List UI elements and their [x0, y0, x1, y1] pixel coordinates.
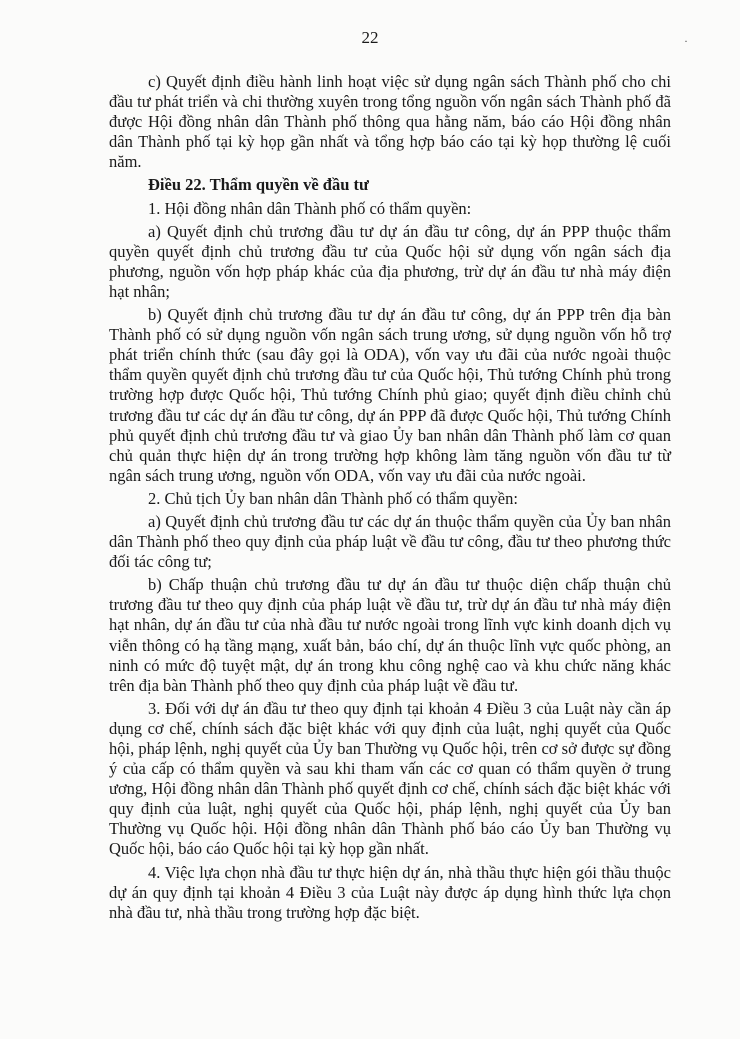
document-body [109, 72, 671, 926]
clause-2a: a) Quyết định chủ trương đầu tư các dự án thuộc thẩm quyền của Ủy ban nhân dân Thành phố theo quy định của pháp luật về đầu tư công, đầu tư theo phương thức đối tác công tư; [109, 511, 671, 572]
paragraph-c: c) Quyết định điều hành linh hoạt việc sử dụng ngân sách Thành phố cho chi đầu tư phát triển và chi thường xuyên trong tổng nguồn vốn ngân sách Thành phố đã được Hội đồng nhân dân Thành phố thông qua hằng năm, báo cáo Hội đồng nhân dân Thành phố tại kỳ họp gần nhất và tổng hợp báo cáo tại kỳ họp thường lệ cuối năm. [109, 72, 671, 172]
scan-mark: · [684, 34, 688, 48]
clause-1b: b) Quyết định chủ trương đầu tư dự án đầu tư công, dự án PPP trên địa bàn Thành phố có sử dụng nguồn vốn ngân sách trung ương, sử dụng nguồn vốn hỗ trợ phát triển chính thức (sau đây gọi là ODA), vốn vay ưu đãi của nước ngoài thuộc thẩm quyền quyết định chủ trương đầu tư của Quốc hội, Thủ tướng Chính phủ trong trường hợp được Quốc hội, Thủ tướng Chính phủ giao; quyết định điều chỉnh chủ trương đầu tư các dự án đầu tư công, dự án PPP đã được Quốc hội, Thủ tướng Chính phủ quyết định chủ trương đầu tư và giao Ủy ban nhân dân Thành phố làm cơ quan chủ quản thực hiện dự án trong trường hợp không làm tăng nguồn vốn đầu tư từ ngân sách trung ương, nguồn vốn ODA, vốn vay ưu đãi của nước ngoài. [109, 305, 671, 485]
page-number: 22 [361, 28, 379, 47]
article-heading: Điều 22. Thẩm quyền về đầu tư [148, 175, 369, 195]
clause-1: 1. Hội đồng nhân dân Thành phố có thẩm quyền: [148, 198, 472, 218]
clause-2b: b) Chấp thuận chủ trương đầu tư dự án đầu tư thuộc diện chấp thuận chủ trương đầu tư theo quy định của pháp luật về đầu tư, trừ dự án đầu tư nhà máy điện hạt nhân, dự án đầu tư của nhà đầu tư nước ngoài trong lĩnh vực kinh doanh dịch vụ viễn thông có hạ tầng mạng, xuất bản, báo chí, dự án thuộc lĩnh vực quốc phòng, an ninh có mức độ tuyệt mật, dự án trong khu công nghệ cao và khu chức năng khác trên địa bàn Thành phố theo quy định của pháp luật về đầu tư. [109, 575, 671, 695]
clause-3: 3. Đối với dự án đầu tư theo quy định tại khoản 4 Điều 3 của Luật này cần áp dụng cơ chế, chính sách đặc biệt khác với quy định của luật, nghị quyết của Quốc hội, pháp lệnh, nghị quyết của Ủy ban Thường vụ Quốc hội, trên cơ sở được sự đồng ý của cấp có thẩm quyền và sau khi tham vấn các cơ quan có thẩm quyền ở trung ương, Hội đồng nhân dân Thành phố quyết định cơ chế, chính sách đặc biệt khác với quy định của luật, nghị quyết của Quốc hội, pháp lệnh, nghị quyết của Ủy ban Thường vụ Quốc hội. Hội đồng nhân dân Thành phố báo cáo Ủy ban Thường vụ Quốc hội, báo cáo Quốc hội tại kỳ họp gần nhất. [109, 698, 671, 859]
clause-1a: a) Quyết định chủ trương đầu tư dự án đầu tư công, dự án PPP thuộc thẩm quyền quyết định chủ trương đầu tư của Quốc hội sử dụng vốn ngân sách địa phương, nguồn vốn hợp pháp khác của địa phương, trừ dự án đầu tư nhà máy điện hạt nhân; [109, 221, 671, 301]
clause-4: 4. Việc lựa chọn nhà đầu tư thực hiện dự án, nhà thầu thực hiện gói thầu thuộc dự án quy định tại khoản 4 Điều 3 của Luật này được áp dụng hình thức lựa chọn nhà đầu tư, nhà thầu trong trường hợp đặc biệt. [109, 862, 671, 922]
clause-2: 2. Chủ tịch Ủy ban nhân dân Thành phố có thẩm quyền: [148, 488, 518, 508]
